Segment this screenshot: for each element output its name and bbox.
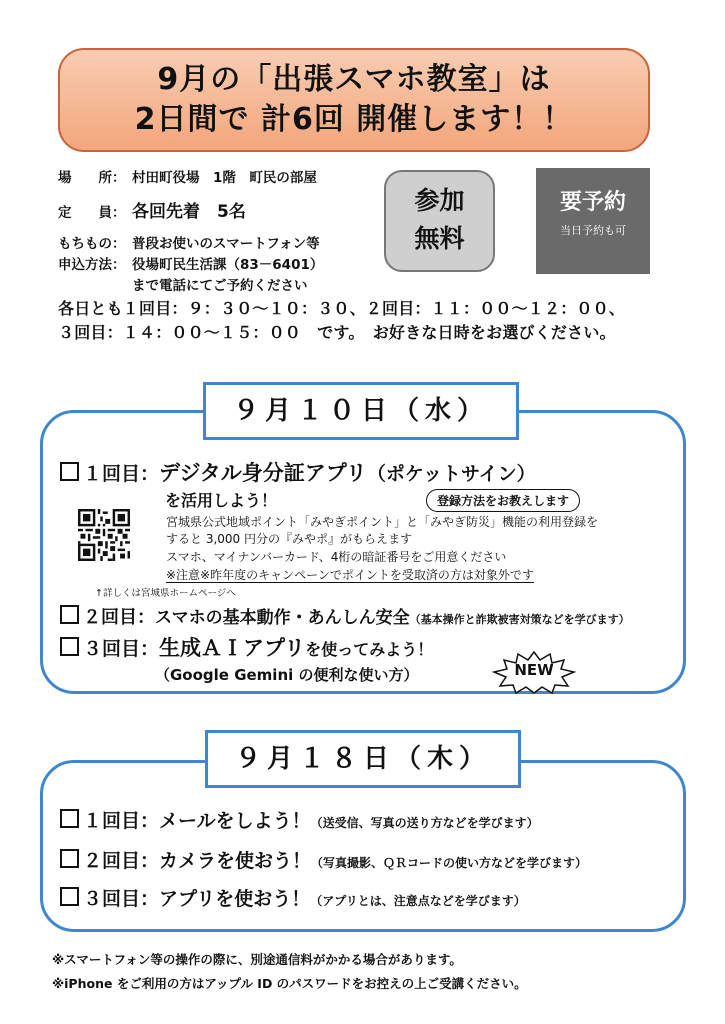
- info-place-label: 場 所：: [58, 170, 126, 186]
- checkbox-icon: [60, 849, 79, 868]
- schedule-times-line-1: 各日とも１回目：９：３０～１０：３０、２回目：１１：００～１２：００、: [58, 299, 626, 318]
- day1-session-2-title: スマホの基本動作・あんしん安全: [155, 608, 410, 628]
- free-badge-line-2: 無料: [414, 224, 465, 253]
- checkbox-icon: [60, 809, 79, 828]
- title-line-2: 2日間で 計6回 開催します！！: [134, 102, 574, 137]
- day1-session-3-title-suffix: を使ってみよう！: [305, 640, 434, 659]
- info-apply-label: 申込方法：: [58, 257, 126, 273]
- day2-session-1-note: （送受信、写真の送り方などを学びます）: [310, 816, 539, 830]
- day1-session-1-label: １回目：: [83, 463, 160, 485]
- info-place: [58, 166, 317, 186]
- checkbox-icon: [60, 605, 79, 624]
- new-badge-label: NEW: [514, 661, 554, 679]
- day2-session-1-label: １回目：: [83, 810, 160, 832]
- day1-session-1-title-suffix: （ポケットサイン）: [366, 463, 536, 485]
- day1-session-1: [60, 457, 536, 487]
- day2-session-2-title: カメラを使おう！: [159, 850, 312, 872]
- footer-note-2: ※iPhone をご利用の方はアップル ID のパスワードをお控えの上ご受講ください。: [52, 976, 527, 991]
- reservation-badge-main: 要予約: [559, 190, 626, 215]
- day1-session-2-note: （基本操作と詐欺被害対策などを学びます）: [409, 613, 630, 626]
- day2-session-3-label: ３回目：: [83, 888, 160, 910]
- info-items-value: 普段お使いのスマートフォン等: [132, 236, 320, 252]
- day1-desc-1: 宮城県公式地域ポイント「みやぎポイント」と「みやぎ防災」機能の利用登録を: [166, 515, 599, 529]
- day2-session-1-title: メールをしよう！: [159, 810, 311, 832]
- info-capacity-value: 各回先着 5名: [132, 202, 246, 222]
- day2-session-2-label: ２回目：: [83, 850, 160, 872]
- info-items-label: もちもの：: [58, 236, 126, 252]
- day1-session-1-title-2: を活用しよう！: [165, 491, 278, 510]
- qr-caption: ↑詳しくは宮城県ホームページへ: [95, 588, 236, 599]
- day1-desc-4: [166, 566, 534, 583]
- day2-session-2: [60, 846, 587, 873]
- day1-session-3: [60, 632, 433, 662]
- day2-date: ９月１８日（木）: [205, 730, 521, 788]
- day2-session-2-note: （写真撮影、ＱＲコードの使い方などを学びます）: [311, 856, 588, 870]
- day2-session-1: [60, 806, 539, 833]
- info-capacity: [58, 197, 246, 222]
- day1-session-1-title: デジタル身分証アプリ: [159, 461, 367, 485]
- free-badge: [384, 170, 495, 272]
- info-items: [58, 232, 320, 252]
- day1-session-2-label: ２回目：: [83, 607, 155, 628]
- day1-session-3-title: 生成ＡＩアプリ: [159, 636, 306, 660]
- checkbox-icon: [60, 637, 79, 656]
- info-place-value: 村田町役場 1階 町民の部屋: [132, 170, 317, 186]
- schedule-times-line-2: ３回目：１４：００～１５：００ です。 お好きな日時をお選びください。: [58, 323, 616, 342]
- reservation-badge: [536, 168, 650, 274]
- day1-desc-4-text: ※注意※昨年度のキャンペーンでポイントを受取済の方は対象外です: [166, 568, 534, 582]
- info-capacity-label: 定 員：: [58, 205, 126, 221]
- footer-note-1: ※スマートフォン等の操作の際に、別途通信料がかかる場合があります。: [52, 952, 462, 967]
- day1-desc-2: すると 3,000 円分の『みやポ』がもらえます: [166, 532, 412, 546]
- checkbox-icon: [60, 887, 79, 906]
- qr-code: [78, 509, 130, 561]
- title-banner: [58, 48, 650, 152]
- day2-session-3-note: （アプリとは、注意点などを学びます）: [310, 894, 526, 908]
- day1-session-3-label: ３回目：: [83, 638, 160, 660]
- info-apply: [58, 253, 323, 273]
- checkbox-icon: [60, 462, 79, 481]
- day1-date: ９月１０日（水）: [203, 382, 519, 440]
- reservation-badge-sub: 当日予約も可: [560, 224, 626, 237]
- day1-session-2: [60, 603, 630, 629]
- day1-session-3-sub: （Google Gemini の便利な使い方）: [155, 666, 419, 684]
- info-apply-value-2: まで電話にてご予約ください: [132, 278, 308, 294]
- day2-session-3-title: アプリを使おう！: [159, 888, 311, 910]
- free-badge-line-1: 参加: [414, 186, 465, 215]
- title-line-1: 9月の「出張スマホ教室」は: [157, 62, 551, 97]
- day2-session-3: [60, 884, 526, 911]
- info-apply-value: 役場町民生活課（83－6401）: [132, 257, 324, 273]
- day1-registration-pill: 登録方法をお教えします: [426, 489, 580, 512]
- day1-desc-3: スマホ、マイナンバーカード、4桁の暗証番号をご用意ください: [166, 550, 507, 564]
